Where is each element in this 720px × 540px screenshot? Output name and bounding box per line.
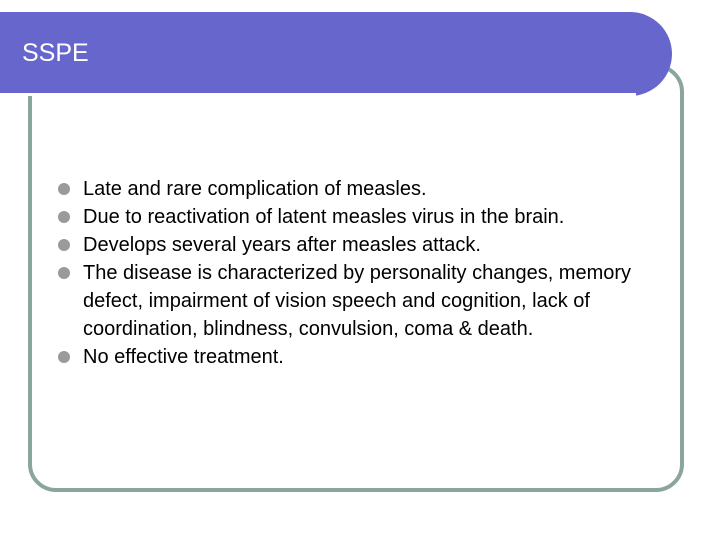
title-underline: [0, 93, 636, 96]
list-item: [58, 259, 678, 343]
bullet-list: [58, 175, 678, 371]
bullet-dot-icon: [58, 351, 70, 363]
bullet-text: Late and rare complication of measles.: [83, 178, 427, 200]
bullet-dot-icon: [58, 239, 70, 251]
bullet-dot-icon: [58, 211, 70, 223]
bullet-dot-icon: [58, 267, 70, 279]
list-item: [58, 175, 678, 203]
bullet-text: Due to reactivation of latent measles virus in the brain.: [83, 206, 565, 228]
bullet-text: Develops several years after measles attack.: [83, 234, 481, 256]
title-bar: [0, 12, 672, 96]
list-item: [58, 231, 678, 259]
bullet-dot-icon: [58, 183, 70, 195]
list-item: [58, 343, 678, 371]
bullet-text: The disease is characterized by personality changes, memory defect, impairment of vision speech and cognition, lack of coordination, blindness, convulsion, coma & death.: [83, 262, 632, 340]
list-item: [58, 203, 678, 231]
slide-title: SSPE: [22, 39, 89, 67]
bullet-text: No effective treatment.: [83, 346, 284, 368]
